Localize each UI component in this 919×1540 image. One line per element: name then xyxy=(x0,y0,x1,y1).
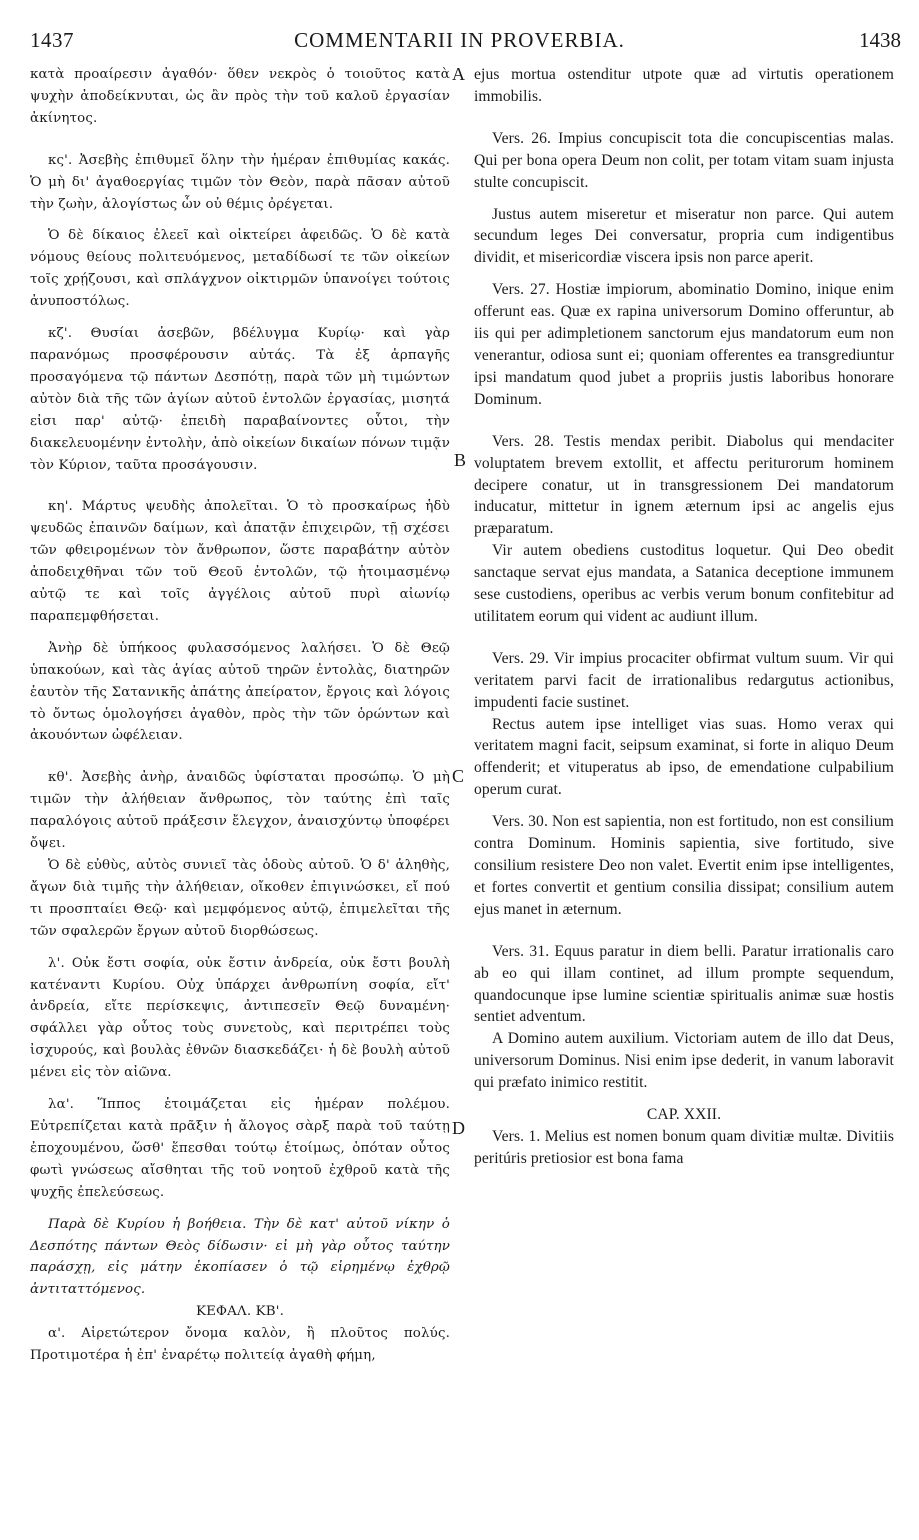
right-page-number: 1438 xyxy=(859,28,901,52)
latin-paragraph: Vers. 27. Hostiæ impiorum, abominatio Domino, inique enim offerunt eas. Quæ ex rapina universorum Domino offeruntur, ab iis qui per adimpletionem sanctorum ejus mandatorum eum non venerantur, odiosa sunt ei; quoniam offerentes ea transgrediuntur ipsi mandatum quod jubet a propriis justis laboribus honorare Dominum. xyxy=(474,281,894,408)
page-header xyxy=(0,22,919,62)
greek-paragraph: λ'. Οὐκ ἔστι σοφία, οὐκ ἔστιν ἀνδρεία, οὐκ ἔστι βουλὴ κατέναντι Κυρίου. Οὐχ ὑπάρχει ἀνθρωπίνη σοφία, εἴτ' ἀνδρεία, εἴτε περίσκεψις, ἀντιπεσεῖν Θεῷ δυναμένη· σφάλλει γὰρ οὗτος τοὺς συνετοὺς, καὶ περιτρέπει τοὺς ἰσχυρούς, καὶ βουλὰς ἐθνῶν διασκεδάζει· ἡ δὲ βουλὴ αὐτοῦ μένει εἰς τὸν αἰῶνα. xyxy=(30,955,450,1081)
greek-paragraph: α'. Αἱρετώτερον ὄνομα καλὸν, ἢ πλοῦτος πολύς. Προτιμοτέρα ἡ ἐπ' ἐναρέτῳ πολιτείᾳ ἀγαθὴ φήμη, xyxy=(30,1326,450,1364)
latin-paragraph: Vers. 26. Impius concupiscit tota die concupiscentias malas. Qui per bona opera Deum non colit, per totam vitam suam injusta stulte concupiscit. xyxy=(474,129,894,191)
latin-paragraph: Justus autem miseretur et miseratur non parce. Qui autem secundum leges Dei conversatur, propria cum indigentibus dividit, et misericordiæ viscera ipsis non parce aperit. xyxy=(474,205,894,267)
greek-paragraph: Ἀνὴρ δὲ ὑπήκοος φυλασσόμενος λαλήσει. Ὁ δὲ Θεῷ ὑπακούων, καὶ τὰς ἁγίας αὐτοῦ τηρῶν ἐντολὰς, διατηρῶν ἑαυτὸν τῆς Σατανικῆς ἀπάτης ἀπείρατον, ἔργοις καὶ λόγοις τὸ ὄντως ὁμολογήσει ἀγαθὸν, πρὸς τὴν τῶν ὁρώντων καὶ ἀκουόντων ὠφέλειαν. xyxy=(30,640,450,744)
greek-paragraph: κη'. Μάρτυς ψευδὴς ἀπολεῖται. Ὁ τὸ προσκαίρως ἡδὺ ψευδῶς ἐπαινῶν δαίμων, καὶ ἀπατᾷν ἐπιχειρῶν, τῇ σχέσει τῶν φθειρομένων τὸν ἄνθρωπον, ὥστε παραβάτην αὐτὸν ἀποδειχθῆναι τῶν τοῦ Θεοῦ ἐντολῶν, τῷ ἡτοιμασμένῳ αὐτῷ τε καὶ τοῖς ἀγγέλοις αὐτοῦ πυρὶ αἰωνίῳ παραπεμφθήσεται. xyxy=(30,499,450,624)
greek-chapter-heading: ΚΕΦΑΛ. ΚΒ'. xyxy=(195,1304,285,1320)
latin-paragraph: Vers. 28. Testis mendax peribit. Diabolus qui mendaciter voluptatem brevem extollit, et affectu periturorum hominem decipere conatur, ut in transgressionem Dei mandatorum inducatur, mittetur in ignem æternum ipsi ac angelis ejus præparatum. xyxy=(474,432,894,538)
running-title: COMMENTARII IN PROVERBIA. xyxy=(294,28,625,52)
greek-paragraph: κζ'. Θυσίαι ἀσεβῶν, βδέλυγμα Κυρίῳ· καὶ γὰρ παρανόμως προσφέρουσιν αὐτάς. Τὰ ἐξ ἁρπαγῆς προσαγόμενα τῷ πάντων Δεσπότῃ, παρὰ τῶν μὴ τιμώντων αὐτὸν διὰ τῆς τῶν ἁγίων αὐτοῦ ἐντολῶν ἐργασίας, μισητά εἰσι παρ' αὐτῷ· ἐπειδὴ παραβαίνοντες οὗτοι, τὴν διακελευομένην ἐντολὴν, ἀπὸ οἰκείων δικαίων πόνων τιμᾷν τὸν Κύριον, ταῦτα προσάγουσιν. xyxy=(30,326,450,473)
latin-paragraph: Vers. 31. Equus paratur in diem belli. Paratur irrationalis caro ab eo qui illam continet, ad illum prompte sequendum, quandocunque ipse lumine scientiæ spiritualis animæ suæ hostis sentiet adventum. xyxy=(474,942,894,1026)
latin-paragraph: Vers. 29. Vir impius procaciter obfirmat vultum suum. Vir qui veritatem parvi facit de irrationalibus redargutus actionibus, impudenti facie sustinet. xyxy=(474,649,894,711)
greek-paragraph: κθ'. Ἀσεβὴς ἀνὴρ, ἀναιδῶς ὑφίσταται προσώπῳ. Ὁ μὴ τιμῶν τὴν ἀλήθειαν ἄνθρωπος, τὸν ταύτης ἐπὶ ταῖς παραλόγοις αὐτοῦ πράξεσιν ἔλεγχον, ἀναισχύντῳ ὑποφέρει ὄψει. xyxy=(30,770,450,852)
greek-paragraph: Ὁ δὲ εὐθὺς, αὐτὸς συνιεῖ τὰς ὁδοὺς αὐτοῦ. Ὁ δ' ἀληθὴς, ἄγων διὰ τιμῆς τὴν ἀλήθειαν, οἴκοθεν ἐπιγινώσκει, εἴ πού τι προσπταίει Θεῷ· καὶ μεμφόμενος αὐτῷ, ἐπιμελεῖται τῆς τῶν σφαλερῶν ἔργων αὐτοῦ διορθώσεως. xyxy=(30,858,450,939)
greek-paragraph: κς'. Ἀσεβὴς ἐπιθυμεῖ ὅλην τὴν ἡμέραν ἐπιθυμίας κακάς. Ὁ μὴ δι' ἀγαθοεργίας τιμῶν τὸν Θεὸν, παρὰ πᾶσαν αὐτοῦ τὴν ζωὴν, ἀλογίστως ὧν οὐ θέμις ὀρέγεται. xyxy=(30,152,450,212)
latin-chapter-heading: CAP. XXII. xyxy=(646,1106,722,1124)
latin-paragraph: ejus mortua ostenditur utpote quæ ad virtutis operationem immobilis. xyxy=(474,66,894,105)
left-page-number: 1437 xyxy=(30,28,74,52)
greek-column xyxy=(30,64,450,1367)
latin-paragraph: Rectus autem ipse intelliget vias suas. Homo verax qui veritatem magni facit, seipsum examinat, si forte in aliquo Deum offenderit; et vituperatus ab ipso, de emendatione culpabilium operum curat. xyxy=(474,715,894,799)
latin-paragraph: Vers. 30. Non est sapientia, non est fortitudo, non est consilium contra Dominum. Hominis sapientia, sive fortitudo, sive consilium resistere Deo non valet. Evertit enim ipse intelligentes, et fortes convertit et gentium consilia dissipat; consilium autem ejus manet in æternum. xyxy=(474,813,894,918)
section-marker-a: A xyxy=(452,64,465,84)
greek-paragraph: κατὰ προαίρεσιν ἀγαθόν· ὅθεν νεκρὸς ὁ τοιοῦτος κατὰ ψυχὴν ἀποδείκνυται, ὡς ἂν πρὸς τὴν τοῦ καλοῦ ἐργασίαν ἀκίνητος. xyxy=(30,67,450,126)
section-marker-b: B xyxy=(454,450,467,470)
section-marker-d: D xyxy=(452,1118,465,1138)
latin-paragraph: Vir autem obediens custoditus loquetur. Qui Deo obedit sanctaque servat ejus mandata, a Satanica deceptione immunem sese custodiens, operibus ac verbis verum bonum confitebitur ad utilitatem eorum qui vident ac audiunt illum. xyxy=(474,542,894,625)
greek-paragraph: Παρὰ δὲ Κυρίου ἡ βοήθεια. Τὴν δὲ κατ' αὐτοῦ νίκην ὁ Δεσπότης πάντων Θεὸς δίδωσιν· εἰ μὴ γὰρ οὗτος ταύτην παράσχῃ, εἰς μάτην ἐκοπίασεν ὁ τῷ εἰρημένῳ ἐχθρῷ ἀντιταττόμενος. xyxy=(30,1216,450,1298)
section-marker-c: C xyxy=(452,766,465,786)
latin-paragraph: A Domino autem auxilium. Victoriam autem de illo dat Deus, universorum Dominus. Nisi enim ipse dederit, in vanum laboravit qui præfato inimico restitit. xyxy=(474,1030,894,1092)
latin-paragraph: Vers. 1. Melius est nomen bonum quam divitiæ multæ. Divitiis peritúris pretiosior est bona fama xyxy=(474,1127,894,1167)
greek-paragraph: λα'. Ἵππος ἑτοιμάζεται εἰς ἡμέραν πολέμου. Εὐτρεπίζεται κατὰ πρᾶξιν ἡ ἄλογος σὰρξ παρὰ τοῦ ταύτῃ ἐποχουμένου, ὥσθ' ἕπεσθαι τούτῳ ἑτοίμως, ὁπόταν οὗτος φωτὶ γνώσεως αἴσθηται τῆς τοῦ νοητοῦ ἐχθροῦ κατὰ τῆς ψυχῆς ἐπελεύσεως. xyxy=(30,1097,450,1200)
latin-column xyxy=(474,64,894,1170)
greek-paragraph: Ὁ δὲ δίκαιος ἐλεεῖ καὶ οἰκτείρει ἀφειδῶς. Ὁ δὲ κατὰ νόμους θείους πολιτευόμενος, μεταδίδωσί τε τῶν οἰκείων τοῖς χρῄζουσι, καὶ σπλάγχνον οἰκτιρμῶν ὑπανοίγει τούτοις ἀνυποστόλως. xyxy=(30,228,450,310)
